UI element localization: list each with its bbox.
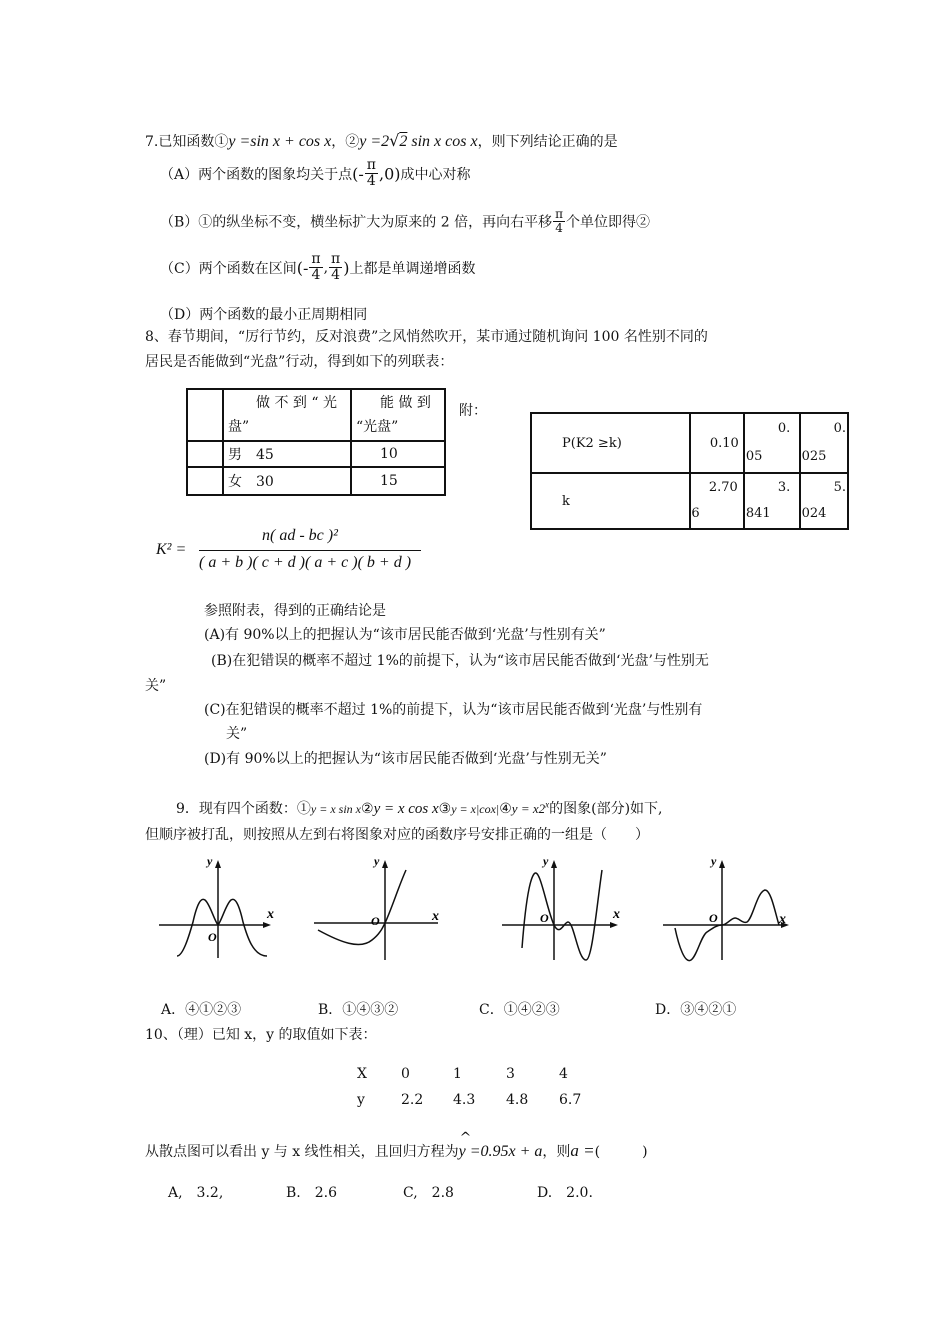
ref-p-value-3 xyxy=(800,413,848,473)
q7-stem-tail: ，则下列结论正确的是 xyxy=(477,134,618,150)
male-can-count: 10 xyxy=(351,441,445,467)
q7-option-b-fraction xyxy=(553,208,565,235)
graph-4 xyxy=(659,852,799,964)
origin-label: O xyxy=(371,914,380,928)
q9-marker-3: ③ xyxy=(438,801,452,817)
female-can-count: 15 xyxy=(351,467,445,495)
q9-function-2: y = x cos x xyxy=(373,801,439,817)
q7-option-c-interval-close: ) xyxy=(343,258,350,278)
q9-stem-tail: 的图象(部分)如下, xyxy=(549,801,663,817)
x-axis-label: x xyxy=(432,909,439,924)
x-axis-label: x xyxy=(613,907,620,922)
sqrt-icon: √ xyxy=(389,131,400,150)
female-cannot-count: 30 xyxy=(256,474,274,490)
q9-stem-text: 9．现有四个函数：① xyxy=(176,801,311,817)
q8-option-d: (D)有 90%以上的把握认为“该市居民能否做到‘光盘’与性别无关” xyxy=(204,751,607,767)
header-cannot-line-1: 做 不 到 “ 光 xyxy=(256,395,337,411)
ref-k-value-2 xyxy=(744,473,800,529)
q10-option-a: A, 3.2, xyxy=(168,1185,224,1201)
table-row xyxy=(187,441,445,467)
ref-row-2-label: k xyxy=(531,473,690,529)
ref-p-value-2-bottom: 05 xyxy=(745,449,763,464)
q7-option-a-fraction xyxy=(365,158,378,190)
q9-option-c: C．①④②③ xyxy=(479,1002,560,1018)
curve xyxy=(522,870,602,960)
q7-option-a-point-open: (- xyxy=(352,164,364,184)
q7-function-2b: 2 xyxy=(399,133,408,150)
table-row xyxy=(187,467,445,495)
chi-square-formula-numerator: n( ad - bc )² xyxy=(262,527,338,544)
chi-square-formula-denominator: ( a + b )( c + d )( a + c )( b + d ) xyxy=(199,554,412,571)
q10-stem-line-1: 10、（理）已知 x，y 的取值如下表： xyxy=(145,1027,377,1043)
q7-option-c-comma: , xyxy=(323,259,329,276)
y-axis-label: y xyxy=(543,854,549,868)
header-can-line-1: 能 做 到 xyxy=(380,395,431,411)
ref-k-value-3-bottom: 024 xyxy=(801,506,827,521)
fraction-denominator: 4 xyxy=(366,173,376,190)
q8-option-a: (A)有 90%以上的把握认为“该市居民能否做到‘光盘’与性别有关” xyxy=(204,627,606,643)
q7-option-c-fraction-2 xyxy=(329,252,342,284)
graph-2 xyxy=(310,852,450,964)
regression-equation-text: y =0.95x + a xyxy=(458,1143,543,1160)
fraction-denominator: 4 xyxy=(555,221,563,236)
y-axis-label: y xyxy=(374,854,380,868)
x-axis-arrow-icon xyxy=(263,922,271,928)
q9-option-a: A．④①②③ xyxy=(161,1002,242,1018)
q10-option-d: D. 2.0. xyxy=(537,1185,593,1201)
q10-option-c: C, 2.8 xyxy=(403,1185,454,1201)
graph-3 xyxy=(494,852,629,964)
ref-p-value-3-bottom: 025 xyxy=(801,449,827,464)
fraction-numerator: π xyxy=(555,207,563,221)
ref-row-1-label: P(K2 ≥k) xyxy=(531,413,690,473)
ref-k-value-1-top: 2.70 xyxy=(708,480,738,495)
q7-function-1: y =sin x + cos x xyxy=(228,133,332,150)
x-row-label: X xyxy=(357,1066,367,1082)
origin-label: O xyxy=(540,911,549,925)
q8-option-b-line-1: (B)在犯错误的概率不超过 1%的前提下，认为“该市居民能否做到‘光盘’与性别无 xyxy=(211,653,709,669)
y-axis-label: y xyxy=(711,854,717,868)
row-label-male: 男 xyxy=(228,447,242,463)
ref-k-value-2-top: 3. xyxy=(777,480,791,495)
q9-function-1: y = x sin x xyxy=(310,802,362,816)
y-axis-arrow-icon xyxy=(382,860,388,868)
table-cell xyxy=(223,441,351,467)
ref-p-value-1: 0.10 xyxy=(690,413,743,473)
appendix-label: 附： xyxy=(459,403,487,419)
table-cell xyxy=(223,467,351,495)
ref-p-value-2-top: 0. xyxy=(777,421,791,436)
q10-stem-text: 从散点图可以看出 y 与 x 线性相关，且回归方程为 xyxy=(145,1144,459,1160)
ref-p-value-2 xyxy=(744,413,800,473)
ref-k-value-1 xyxy=(690,473,743,529)
q9-option-b: B．①④③② xyxy=(318,1002,399,1018)
q9-function-3: y = x|cox| xyxy=(451,802,500,816)
fraction-denominator: 4 xyxy=(311,267,321,284)
header-can-line-2: “光盘” xyxy=(356,419,399,435)
table-header-can xyxy=(351,389,445,441)
y-axis-arrow-icon xyxy=(551,860,557,868)
x-value: 4 xyxy=(559,1066,568,1082)
q8-prompt: 参照附表，得到的正确结论是 xyxy=(204,603,386,619)
q7-option-b xyxy=(160,208,650,235)
y-axis-label: y xyxy=(207,854,213,868)
table-row xyxy=(531,473,848,529)
hat-icon: ^ xyxy=(459,1130,472,1146)
q9-function-4: y = x2 xyxy=(511,801,546,816)
origin-label: O xyxy=(709,911,718,925)
ref-k-value-3 xyxy=(800,473,848,529)
chi-square-formula-lhs: K² = xyxy=(156,541,187,558)
y-axis-arrow-icon xyxy=(719,860,725,868)
q8-option-b-line-2: 关” xyxy=(145,678,167,694)
q9-option-d: D．③④②① xyxy=(655,1002,737,1018)
q8-option-c-line-1: (C)在犯错误的概率不超过 1%的前提下，认为“该市居民能否做到‘光盘’与性别有 xyxy=(204,702,703,718)
curve xyxy=(177,899,267,956)
q7-option-c-tail: 上都是单调递增函数 xyxy=(349,260,476,277)
ref-p-value-3-top: 0. xyxy=(833,421,846,436)
fraction-numerator: π xyxy=(331,251,341,267)
y-value: 2.2 xyxy=(401,1092,424,1108)
q7-option-c xyxy=(160,252,475,284)
y-value: 4.8 xyxy=(506,1092,529,1108)
fraction-denominator: 4 xyxy=(331,267,341,284)
contingency-table xyxy=(186,388,446,496)
q9-function-4-exponent: x xyxy=(545,799,550,810)
q7-option-a-point-close: ,0) xyxy=(378,164,401,184)
row-label-female: 女 xyxy=(228,474,242,490)
q10-then: ，则 xyxy=(542,1144,571,1160)
fraction-numerator: π xyxy=(311,251,321,267)
x-axis-label: x xyxy=(779,912,786,927)
graph-1 xyxy=(155,852,290,964)
table-row xyxy=(531,413,848,473)
q7-option-c-text: （C）两个函数在区间 xyxy=(160,260,297,277)
ref-k-value-3-top: 5. xyxy=(833,480,846,495)
q7-option-a xyxy=(160,158,471,190)
y-axis-arrow-icon xyxy=(215,860,221,868)
header-cannot-line-2: 盘” xyxy=(228,419,250,435)
q10-option-b: B. 2.6 xyxy=(286,1185,338,1201)
q9-marker-4: ④ xyxy=(499,801,512,817)
q7-stem-line xyxy=(145,131,618,151)
q8-option-c-line-2: 关” xyxy=(226,726,248,742)
y-value: 4.3 xyxy=(453,1092,476,1108)
q7-option-a-text: （A）两个函数的图象均关于点 xyxy=(160,166,353,183)
q10-stem-line-2 xyxy=(145,1130,648,1161)
x-value: 3 xyxy=(506,1066,515,1082)
table-corner-cell xyxy=(187,389,223,441)
regression-equation xyxy=(458,1130,543,1161)
y-value: 6.7 xyxy=(559,1092,582,1108)
q7-function-2c: sin x cos x xyxy=(411,133,478,150)
x-value: 0 xyxy=(401,1066,410,1082)
q9-stem-line-1 xyxy=(176,798,662,818)
q7-function-2a: y =2 xyxy=(359,133,390,150)
q8-stem-line-2: 居民是否能做到“光盘”行动，得到如下的列联表： xyxy=(145,354,454,370)
fraction-bar xyxy=(199,550,421,551)
origin-label: O xyxy=(208,930,217,944)
q9-stem-line-2: 但顺序被打乱，则按照从左到右将图象对应的函数序号安排正确的一组是（ ） xyxy=(145,827,649,843)
q7-option-a-tail: 成中心对称 xyxy=(400,166,471,183)
q10-a-equals: a = xyxy=(570,1141,595,1160)
ref-k-value-2-bottom: 841 xyxy=(745,506,771,521)
q7-option-c-fraction-1 xyxy=(309,252,322,284)
reference-table xyxy=(530,412,849,530)
q7-stem: 7.已知函数① xyxy=(145,134,229,150)
curve xyxy=(318,870,406,945)
x-axis-label: x xyxy=(267,907,274,922)
q8-stem-line-1: 8、春节期间，“厉行节约，反对浪费”之风悄然吹开，某市通过随机询问 100 名性别不同的 xyxy=(145,329,708,345)
q7-option-d: （D）两个函数的最小正周期相同 xyxy=(160,307,368,323)
ref-k-value-1-bottom: 6 xyxy=(691,506,700,521)
q9-marker-2: ② xyxy=(361,801,374,817)
x-value: 1 xyxy=(453,1066,462,1082)
male-cannot-count: 45 xyxy=(256,447,274,463)
x-axis-arrow-icon xyxy=(610,922,618,928)
q7-option-b-text: （B）①的纵坐标不变，横坐标扩大为原来的 2 倍，再向右平移 xyxy=(160,214,553,231)
q7-option-b-tail: 个单位即得② xyxy=(566,214,650,231)
q7-separator: ，② xyxy=(331,134,360,150)
q10-answer-blank: ( ) xyxy=(594,1144,648,1160)
table-header-cannot xyxy=(223,389,351,441)
y-row-label: y xyxy=(357,1092,365,1108)
q7-option-c-interval-open: (- xyxy=(296,258,309,278)
fraction-numerator: π xyxy=(366,157,376,173)
